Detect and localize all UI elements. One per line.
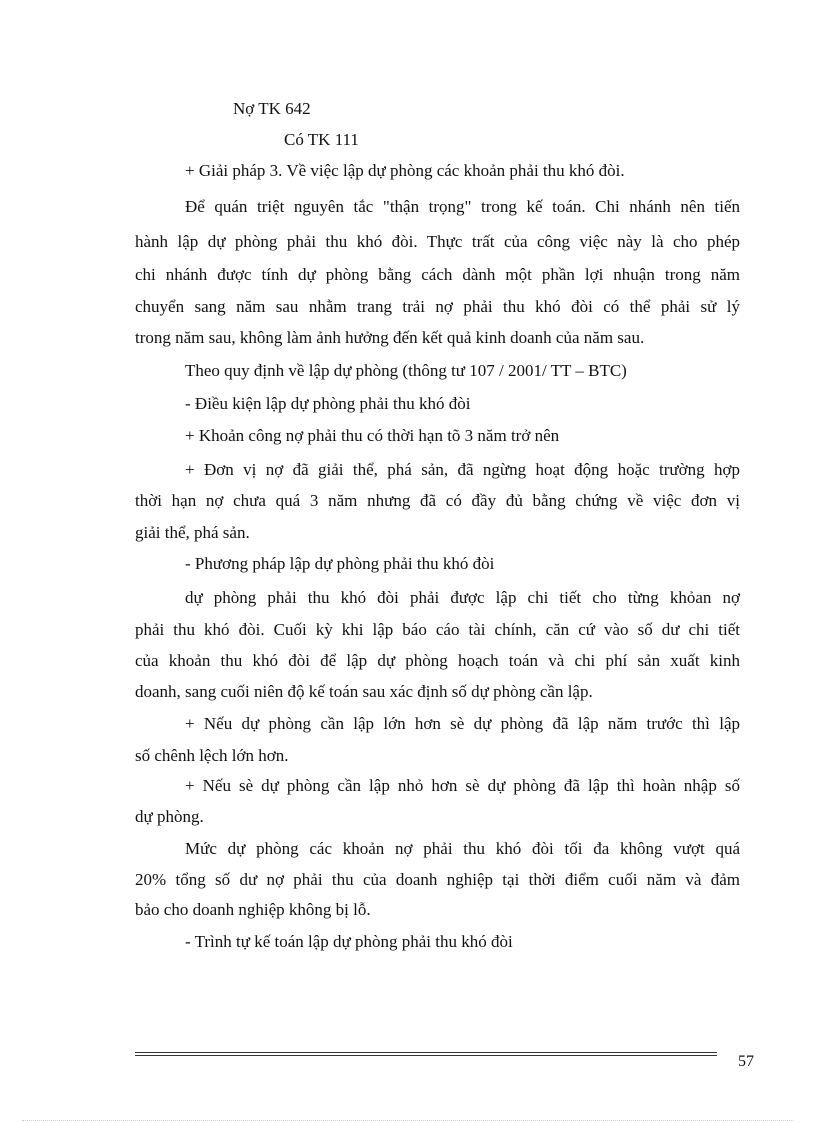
paragraph-line: Mức dự phòng các khoản nợ phải thu khó đòi tối đa không vượt quá <box>185 839 740 858</box>
footer-rule <box>135 1055 717 1056</box>
paragraph-line: doanh, sang cuối niên độ kế toán sau xác định số dự phòng cần lập. <box>135 682 593 701</box>
page-number: 57 <box>738 1053 754 1070</box>
paragraph-line: chuyển sang năm sau nhằm trang trải nợ phải thu khó đòi có thể phải sử lý <box>135 297 740 316</box>
paragraph-line: dự phòng. <box>135 807 204 826</box>
paragraph-line: dự phòng phải thu khó đòi phải được lập chi tiết cho từng khỏan nợ <box>185 588 740 607</box>
paragraph-line: thời hạn nợ chưa quá 3 năm nhưng đã có đầy đủ bằng chứng về việc đơn vị <box>135 491 740 510</box>
section-heading: - Phương pháp lập dự phòng phải thu khó đòi <box>185 554 495 573</box>
paragraph-line: chi nhánh được tính dự phòng bằng cách dành một phần lợi nhuận trong năm <box>135 265 740 284</box>
credit-line: Có TK 111 <box>284 130 359 149</box>
page-border <box>22 1120 794 1121</box>
list-item: + Khoản công nợ phải thu có thời hạn tõ 3 năm trở nên <box>185 426 560 445</box>
paragraph-line: 20% tổng số dư nợ phải thu của doanh nghiệp tại thời điểm cuối năm và đảm <box>135 870 740 889</box>
solution-heading: + Giải pháp 3. Về việc lập dự phòng các khoản phải thu khó đòi. <box>185 161 625 180</box>
debit-line: Nợ TK 642 <box>233 99 311 118</box>
list-item: + Nếu sè dự phòng cần lập nhỏ hơn sè dự phòng đã lập thì hoàn nhập số <box>185 776 740 795</box>
section-heading: - Điều kiện lập dự phòng phải thu khó đòi <box>185 394 471 413</box>
paragraph-line: số chênh lệch lớn hơn. <box>135 746 289 765</box>
paragraph-line: của khoản thu khó đòi để lập dự phòng hoạch toán và chi phí sản xuất kinh <box>135 651 740 670</box>
list-item: + Nếu dự phòng cần lập lớn hơn sè dự phòng đã lập năm trước thì lập <box>185 714 740 733</box>
paragraph-line: trong năm sau, không làm ảnh hưởng đến kết quả kinh doanh của năm sau. <box>135 328 645 347</box>
paragraph-line: Để quán triệt nguyên tắc "thận trọng" trong kế toán. Chi nhánh nên tiến <box>185 197 740 216</box>
list-item: + Đơn vị nợ đã giải thể, phá sản, đã ngừng hoạt động hoặc trường hợp <box>185 460 740 479</box>
section-heading: - Trình tự kế toán lập dự phòng phải thu khó đòi <box>185 932 513 951</box>
paragraph-line: giải thể, phá sản. <box>135 523 250 542</box>
regulation-line: Theo quy định về lập dự phòng (thông tư 107 / 2001/ TT – BTC) <box>185 361 627 380</box>
footer-rule <box>135 1052 717 1053</box>
paragraph-line: hành lập dự phòng phải thu khó đòi. Thực trất của công việc này là cho phép <box>135 232 740 251</box>
paragraph-line: bảo cho doanh nghiệp không bị lỗ. <box>135 900 371 919</box>
paragraph-line: phải thu khó đòi. Cuối kỳ khi lập báo cáo tài chính, căn cứ vào số dư chi tiết <box>135 620 740 639</box>
